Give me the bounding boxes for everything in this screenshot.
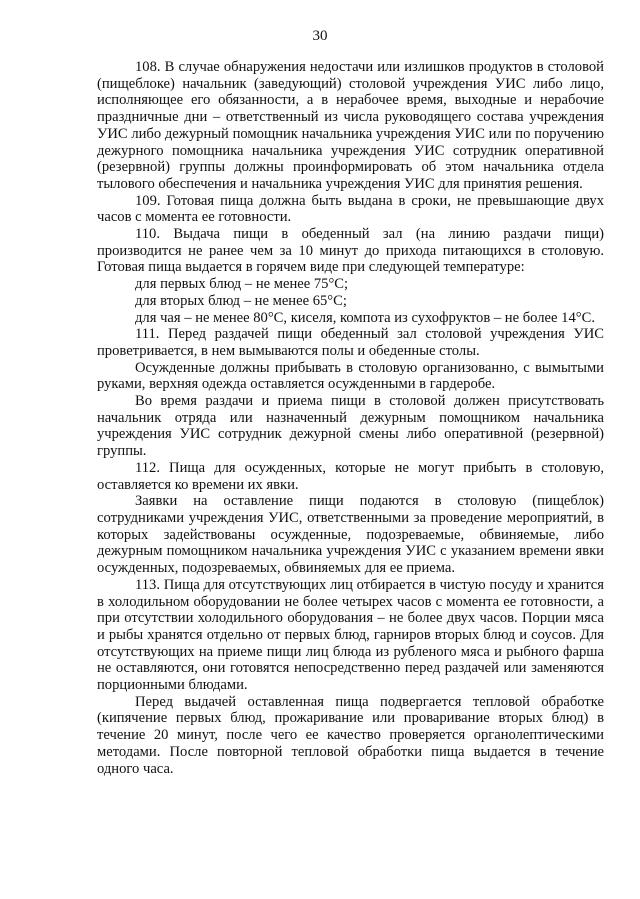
paragraph-111: 111. Перед раздачей пищи обеденный зал столовой учреждения УИС проветривается, в нем вымываются полы и обеденные столы.: [97, 326, 604, 359]
page-number: 30: [312, 28, 328, 44]
paragraph-food-requests: Заявки на оставление пищи подаются в столовую (пищеблок) сотрудниками учреждения УИС, ответственными за проведение мероприятий, в которых задействованы осужденные, подозреваемые, обвиняемые, либо дежурным помощником начальника учреждения УИС с указанием времени явки осужденных, подозреваемых, обвиняемых для ее приема.: [97, 493, 604, 577]
paragraph-113: 113. Пища для отсутствующих лиц отбирается в чистую посуду и хранится в холодильном оборудовании не более четырех часов с момента ее готовности, а при отсутствии холодильного оборудования – не более двух часов. Порции мяса и рыбы хранятся отдельно от первых блюд, гарниров вторых блюд и соусов. Для отсутствующих на приеме пищи лиц блюда из рубленого мяса и рыбного фарша не оставляются, они готовятся непосредственно перед раздачей или заменяются порционными блюдами.: [97, 576, 604, 694]
temperature-first-courses: для первых блюд – не менее 75°C;: [135, 276, 349, 293]
paragraph-109: 109. Готовая пища должна быть выдана в сроки, не превышающие двух часов с момента ее готовности.: [97, 192, 604, 226]
paragraph-supervision: Во время раздачи и приема пищи в столовой должен присутствовать начальник отряда или назначенный дежурным помощником начальника учреждения УИС сотрудник дежурной смены либо оперативной (резервной) группы.: [97, 393, 604, 460]
paragraph-110: 110. Выдача пищи в обеденный зал (на линию раздачи пищи) производится не ранее чем за 10 минут до прихода питающихся в столовую. Готовая пища выдается в горячем виде при следующей температуре:: [97, 226, 604, 276]
paragraph-112: 112. Пища для осужденных, которые не могут прибыть в столовую, оставляется ко времени их явки.: [97, 459, 604, 493]
document-body: [97, 59, 604, 777]
paragraph-108: 108. В случае обнаружения недостачи или излишков продуктов в столовой (пищеблоке) начальник (заведующий) столовой учреждения УИС либо лицо, исполняющее его обязанности, а в нерабочее время, выходные и нерабочие праздничные дни – ответственный из числа руководящего состава учреждения УИС либо дежурный помощник начальника учреждения УИС или по поручению дежурного помощника начальника учреждения УИС сотрудник оперативной (резервной) группы должны проинформировать об этом начальника отдела тылового обеспечения и начальника учреждения УИС для принятия решения.: [97, 59, 604, 192]
temperature-second-courses: для вторых блюд – не менее 65°C;: [135, 292, 347, 309]
paragraph-reheating: Перед выдачей оставленная пища подвергается тепловой обработке (кипячение первых блюд, прожаривание или проваривание вторых блюд) в течение 20 минут, после чего ее качество проверяется органолептическими методами. После повторной тепловой обработки пища выдается в течение одного часа.: [97, 693, 604, 777]
paragraph-convicts-arrival: Осужденные должны прибывать в столовую организованно, с вымытыми руками, верхняя одежда оставляется осужденными в гардеробе.: [97, 359, 604, 393]
temperature-drinks: для чая – не менее 80°C, киселя, компота из сухофруктов – не более 14°C.: [135, 309, 595, 326]
